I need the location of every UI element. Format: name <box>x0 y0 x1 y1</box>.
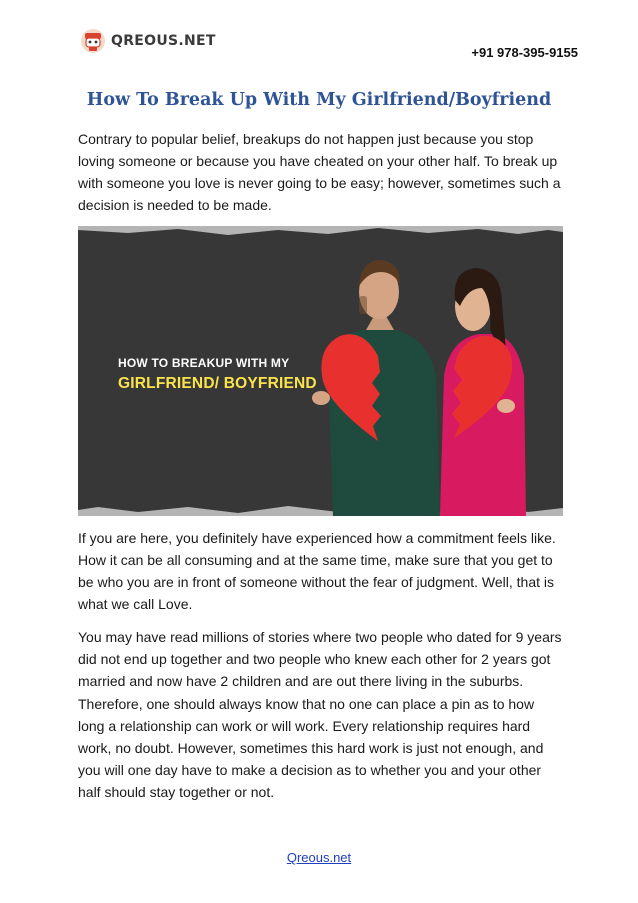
hero-caption-line1: HOW TO BREAKUP WITH MY <box>118 356 290 370</box>
phone-number: +91 978-395-9155 <box>471 45 578 60</box>
paragraph-intro: Contrary to popular belief, breakups do not happen just because you stop loving someone or because you have cheated on your other half. To break up with someone you love is never going to be easy; however, sometimes such a decision is needed to be made. <box>78 131 561 213</box>
paragraph-stories: You may have read millions of stories where two people who dated for 9 years did not end up together and two people who knew each other for 2 years got married and now have 2 children and are out there living in the suburbs. <box>78 629 562 689</box>
footer-link[interactable]: Qreous.net <box>286 850 352 865</box>
hero-caption <box>118 357 317 392</box>
paragraph-conclusion: Therefore, one should always know that no one can place a pin as to how long a relationship can work or will work. Every relationship requires hard work, no doubt. However, sometimes this hard work is just not enough, and you will one day have to make a decision as to whether you and your other half should stay together or not. <box>78 696 544 800</box>
hero-image <box>78 226 563 516</box>
logo-text: QREOUS.NET <box>111 33 216 49</box>
hero-caption-line2: GIRLFRIEND/ BOYFRIEND <box>118 374 317 392</box>
robot-mascot-icon <box>80 28 106 54</box>
paragraph-commitment: If you are here, you definitely have experienced how a commitment feels like. How it can be all consuming and at the same time, make sure that you get to be who you are in front of someone without the fear of judgment. Well, that is what we call Love. <box>78 530 556 612</box>
site-logo[interactable] <box>80 28 216 54</box>
page-title: How To Break Up With My Girlfriend/Boyfriend <box>86 89 552 110</box>
